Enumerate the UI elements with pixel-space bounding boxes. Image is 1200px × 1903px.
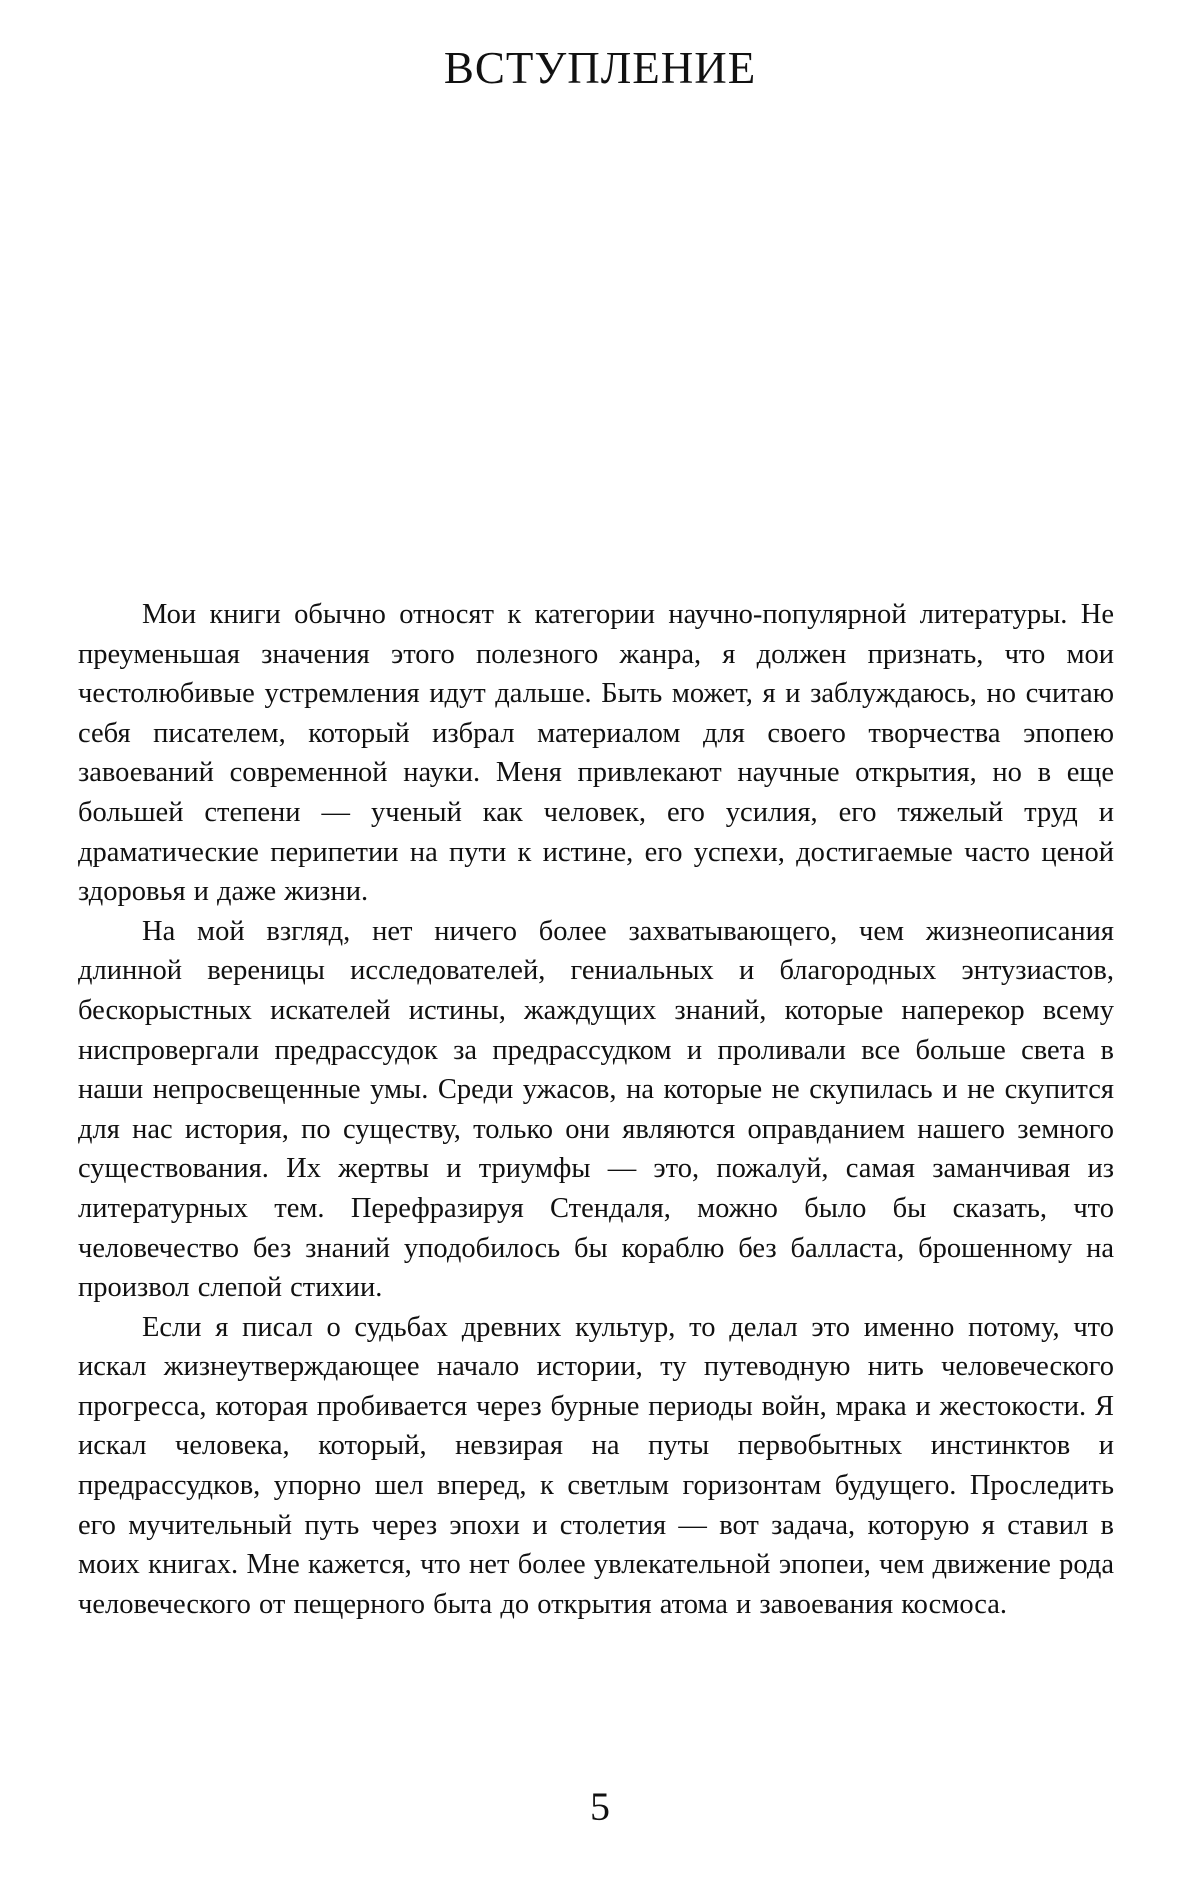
page-number: 5 [590, 1784, 610, 1829]
body-text [78, 595, 1114, 1624]
paragraph: Если я писал о судьбах древних культур, то делал это именно потому, что искал жизнеутверждающее начало истории, ту путеводную нить человеческого прогресса, которая пробивается через бурные периоды войн, мрака и жестокости. Я искал человека, который, невзирая на путы первобытных инстинктов и предрассудков, упорно шел вперед, к светлым горизонтам будущего. Проследить его мучительный путь через эпохи и столетия — вот задача, которую я ставил в моих книгах. Мне кажется, что нет более увлекательной эпопеи, чем движение рода человеческого от пещерного быта до открытия атома и завоевания космоса. [78, 1311, 1114, 1620]
paragraph: Мои книги обычно относят к категории научно-популярной литературы. Не преуменьшая значения этого полезного жанра, я должен признать, что мои честолюбивые устремления идут дальше. Быть может, я и заблуждаюсь, но считаю себя писателем, который избрал материалом для своего творчества эпопею завоеваний современной науки. Меня привлекают научные открытия, но в еще большей степени — ученый как человек, его усилия, его тяжелый труд и драматические перипетии на пути к истине, его успехи, достигаемые часто ценой здоровья и даже жизни. [78, 599, 1114, 908]
paragraph: На мой взгляд, нет ничего более захватывающего, чем жизнеописания длинной вереницы исследователей, гениальных и благородных энтузиастов, бескорыстных искателей истины, жаждущих знаний, которые наперекор всему ниспровергали предрассудок за предрассудком и проливали все больше света в наши непросвещенные умы. Среди ужасов, на которые не скупилась и не скупится для нас история, по существу, только они являются оправданием нашего земного существования. Их жертвы и триумфы — это, пожалуй, самая заманчивая из литературных тем. Перефразируя Стендаля, можно было бы сказать, что человечество без знаний уподобилось бы кораблю без балласта, брошенному на произвол слепой стихии. [78, 915, 1114, 1304]
page-title: ВСТУПЛЕНИЕ [443, 43, 757, 93]
